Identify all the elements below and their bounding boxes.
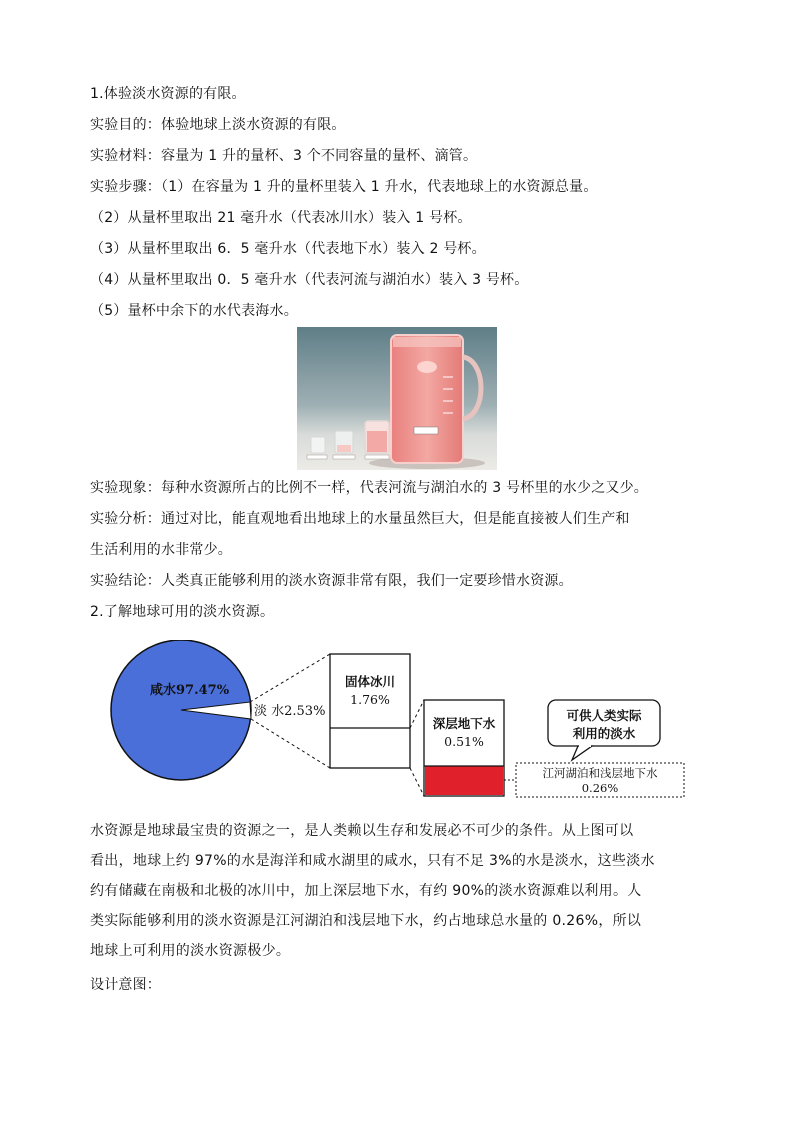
glacier-label: 固体冰川 xyxy=(344,674,396,689)
experiment-step: （3）从量杯里取出 6．5 毫升水（代表地下水）装入 2 号杯。 xyxy=(90,241,486,257)
deep-groundwater-value: 0.51% xyxy=(444,734,484,749)
paragraph-line: 水资源是地球最宝贵的资源之一，是人类赖以生存和发展必不可少的条件。从上图可以 xyxy=(90,823,634,839)
deep-groundwater-label: 深层地下水 xyxy=(432,716,496,731)
experiment-conclusion: 实验结论：人类真正能够利用的淡水资源非常有限，我们一定要珍惜水资源。 xyxy=(90,573,573,589)
glacier-box xyxy=(330,654,410,768)
paragraph-line: 约有储藏在南极和北极的冰川中，加上深层地下水，有约 90%的淡水资源难以利用。人 xyxy=(90,883,642,899)
usable-water-fill xyxy=(425,766,503,795)
measuring-cups-photo xyxy=(297,327,497,470)
glacier-value: 1.76% xyxy=(350,692,390,707)
experiment-step: （4）从量杯里取出 0．5 毫升水（代表河流与湖泊水）装入 3 号杯。 xyxy=(90,272,529,288)
paragraph-line: 看出，地球上约 97%的水是海洋和咸水湖里的咸水，只有不足 3%的水是淡水，这些淡水 xyxy=(90,853,655,869)
section2-heading: 2.了解地球可用的淡水资源。 xyxy=(90,604,275,620)
paragraph-line: 地球上可利用的淡水资源极少。 xyxy=(90,943,291,959)
water-resource-paragraph xyxy=(90,816,708,966)
section1-heading: 1.体验淡水资源的有限。 xyxy=(90,86,246,102)
fresh-water-diagram xyxy=(110,640,716,806)
experiment-analysis-line: 生活利用的水非常少。 xyxy=(90,542,232,558)
callout-line: 可供人类实际 xyxy=(566,708,642,723)
paragraph-line: 类实际能够利用的淡水资源是江河湖泊和浅层地下水，约占地球总水量的 0.26%，所以 xyxy=(90,913,642,929)
experiment-step: （5）量杯中余下的水代表海水。 xyxy=(90,303,298,319)
usable-water-value: 0.26% xyxy=(581,781,619,795)
experiment-purpose: 实验目的：体验地球上淡水资源的有限。 xyxy=(90,117,346,133)
fresh-water-label: 淡 水2.53% xyxy=(254,704,326,719)
experiment-phenomenon: 实验现象：每种水资源所占的比例不一样，代表河流与湖泊水的 3 号杯里的水少之又少。 xyxy=(90,480,649,496)
design-intent-label: 设计意图： xyxy=(90,977,161,993)
experiment-materials: 实验材料：容量为 1 升的量杯、3 个不同容量的量杯、滴管。 xyxy=(90,148,478,164)
experiment-analysis-line: 实验分析：通过对比，能直观地看出地球上的水量虽然巨大，但是能直接被人们生产和 xyxy=(90,511,630,527)
salt-water-label: 咸水97.47% xyxy=(150,683,230,698)
experiment-step: 实验步骤：（1）在容量为 1 升的量杯里装入 1 升水，代表地球上的水资源总量。 xyxy=(90,179,598,195)
usable-water-label: 江河湖泊和浅层地下水 xyxy=(542,766,658,780)
callout-line: 利用的淡水 xyxy=(572,726,636,741)
experiment-step: （2）从量杯里取出 21 毫升水（代表冰川水）装入 1 号杯。 xyxy=(90,210,472,226)
